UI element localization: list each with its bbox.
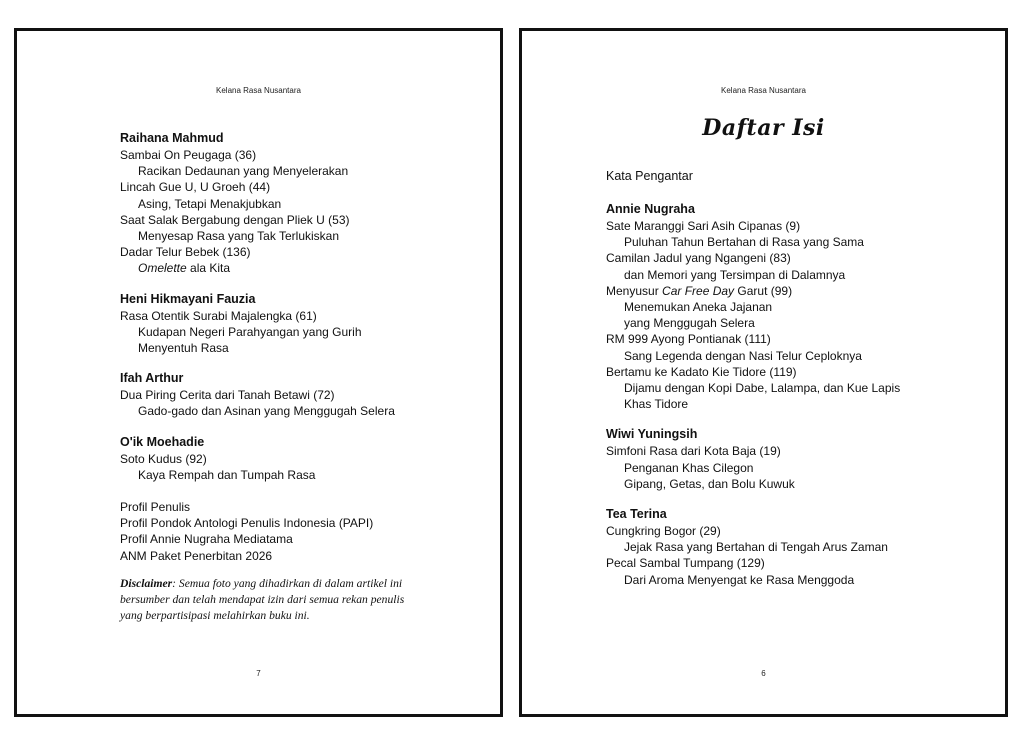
toc-content — [606, 167, 985, 602]
entry-subtitle — [120, 163, 480, 179]
intro-entry: Kata Pengantar — [606, 169, 693, 183]
left-page — [14, 28, 503, 717]
author-name: Ifah Arthur — [120, 371, 184, 386]
author-name: Annie Nugraha — [606, 202, 695, 216]
text-run: Cungkring Bogor (29) — [606, 524, 721, 539]
text-run: Asing, Tetapi Menakjubkan — [138, 196, 282, 211]
author-name: Wiwi Yuningsih — [606, 427, 698, 442]
entry-title — [606, 523, 985, 539]
author-section — [606, 426, 985, 492]
entry-subtitle — [120, 467, 480, 483]
page-number: 6 — [761, 669, 766, 678]
text-run: Car Free Day — [662, 283, 735, 298]
entry-title: Sambai On Peugaga (36) — [120, 148, 257, 162]
text-run: Racikan Dedaunan yang Menyelerakan — [138, 164, 349, 179]
entry-subtitle: dan Memori yang Tersimpan di Dalamnya — [624, 267, 846, 282]
entry-subtitle — [120, 260, 480, 276]
disclaimer — [120, 576, 425, 624]
entry-subtitle — [120, 324, 480, 340]
entry-subtitle: Menyentuh Rasa — [138, 341, 229, 356]
text-run: Kaya Rempah dan Tumpah Rasa — [138, 467, 316, 482]
author-section — [120, 370, 480, 419]
entry-subtitle: Dijamu dengan Kopi Dabe, Lalampa, dan Kue Lapis — [624, 381, 901, 396]
entry-subtitle: Menemukan Aneka Jajanan — [624, 300, 773, 315]
entry-title: Soto Kudus (92) — [120, 451, 207, 466]
page-heading: Daftar Isi — [702, 115, 825, 141]
appendix-item: ANM Paket Penerbitan 2026 — [120, 548, 273, 563]
text-run: Camilan Jadul yang Ngangeni (83) — [606, 251, 791, 266]
toc-content — [120, 130, 480, 624]
page-number: 7 — [256, 669, 261, 678]
appendix-item: Profil Annie Nugraha Mediatama — [120, 532, 293, 547]
entry-subtitle: Puluhan Tahun Bertahan di Rasa yang Sama — [624, 235, 864, 250]
entry-title: Lincah Gue U, U Groeh (44) — [120, 180, 271, 195]
author-section — [120, 130, 480, 277]
text-run: Kudapan Negeri Parahyangan yang Gurih — [138, 324, 362, 339]
running-header: Kelana Rasa Nusantara — [721, 86, 806, 95]
author-section — [606, 201, 985, 412]
entry-subtitle: Gipang, Getas, dan Bolu Kuwuk — [624, 476, 795, 491]
entry-subtitle — [120, 403, 480, 419]
text-run: Gado-gado dan Asinan yang Menggugah Selera — [138, 404, 395, 419]
text-run: Simfoni Rasa dari Kota Baja (19) — [606, 444, 781, 459]
entry-title: Dua Piring Cerita dari Tanah Betawi (72) — [120, 388, 335, 403]
entry-subtitle — [120, 196, 480, 212]
appendix-list — [120, 499, 480, 564]
entry-title — [606, 283, 985, 299]
text-run: ala Kita — [186, 261, 231, 276]
text-run: Sate Maranggi Sari Asih Cipanas (9) — [606, 219, 801, 233]
text-run: Menyusur — [606, 283, 663, 298]
entry-subtitle — [120, 228, 480, 244]
text-run: Omelette — [138, 261, 187, 276]
text-run: Garut (99) — [734, 283, 793, 298]
entry-title: Saat Salak Bergabung dengan Pliek U (53) — [120, 212, 350, 227]
author-section — [606, 506, 985, 588]
entry-subtitle: Sang Legenda dengan Nasi Telur Ceploknya — [624, 348, 862, 363]
entry-subtitle: Dari Aroma Menyengat ke Rasa Menggoda — [624, 572, 855, 587]
entry-title — [606, 443, 985, 459]
text-run: Pecal Sambal Tumpang (129) — [606, 556, 765, 571]
entry-title: Rasa Otentik Surabi Majalengka (61) — [120, 308, 317, 323]
entry-title — [606, 218, 985, 234]
appendix-item: Profil Penulis — [120, 500, 191, 515]
entry-title — [606, 250, 985, 266]
author-name: Raihana Mahmud — [120, 131, 224, 145]
right-page — [519, 28, 1008, 717]
text-run: RM 999 Ayong Pontianak (111) — [606, 332, 771, 347]
disclaimer-text: : Semua foto yang dihadirkan di dalam artikel ini bersumber dan telah mendapat izin dari semua rekan penulis yang berpartisipasi melahirkan buku ini. — [120, 576, 405, 622]
author-name: Tea Terina — [606, 507, 667, 522]
text-run: Menyesap Rasa yang Tak Terlukiskan — [138, 229, 339, 244]
author-name: O'ik Moehadie — [120, 434, 205, 449]
entry-subtitle: yang Menggugah Selera — [624, 316, 755, 331]
text-run: Bertamu ke Kadato Kie Tidore (119) — [606, 364, 797, 379]
author-name: Heni Hikmayani Fauzia — [120, 291, 256, 306]
disclaimer-label: Disclaimer — [120, 576, 173, 590]
entry-title — [606, 555, 985, 571]
entry-title — [606, 331, 985, 347]
appendix-item: Profil Pondok Antologi Penulis Indonesia (PAPI) — [120, 516, 374, 531]
entry-subtitle: Khas Tidore — [624, 397, 689, 412]
running-header: Kelana Rasa Nusantara — [216, 86, 301, 95]
author-section — [120, 434, 480, 483]
author-section — [120, 291, 480, 357]
entry-title: Dadar Telur Bebek (136) — [120, 245, 251, 260]
entry-subtitle: Jejak Rasa yang Bertahan di Tengah Arus Zaman — [624, 540, 888, 555]
entry-subtitle: Penganan Khas Cilegon — [624, 460, 754, 475]
entry-title — [606, 364, 985, 380]
